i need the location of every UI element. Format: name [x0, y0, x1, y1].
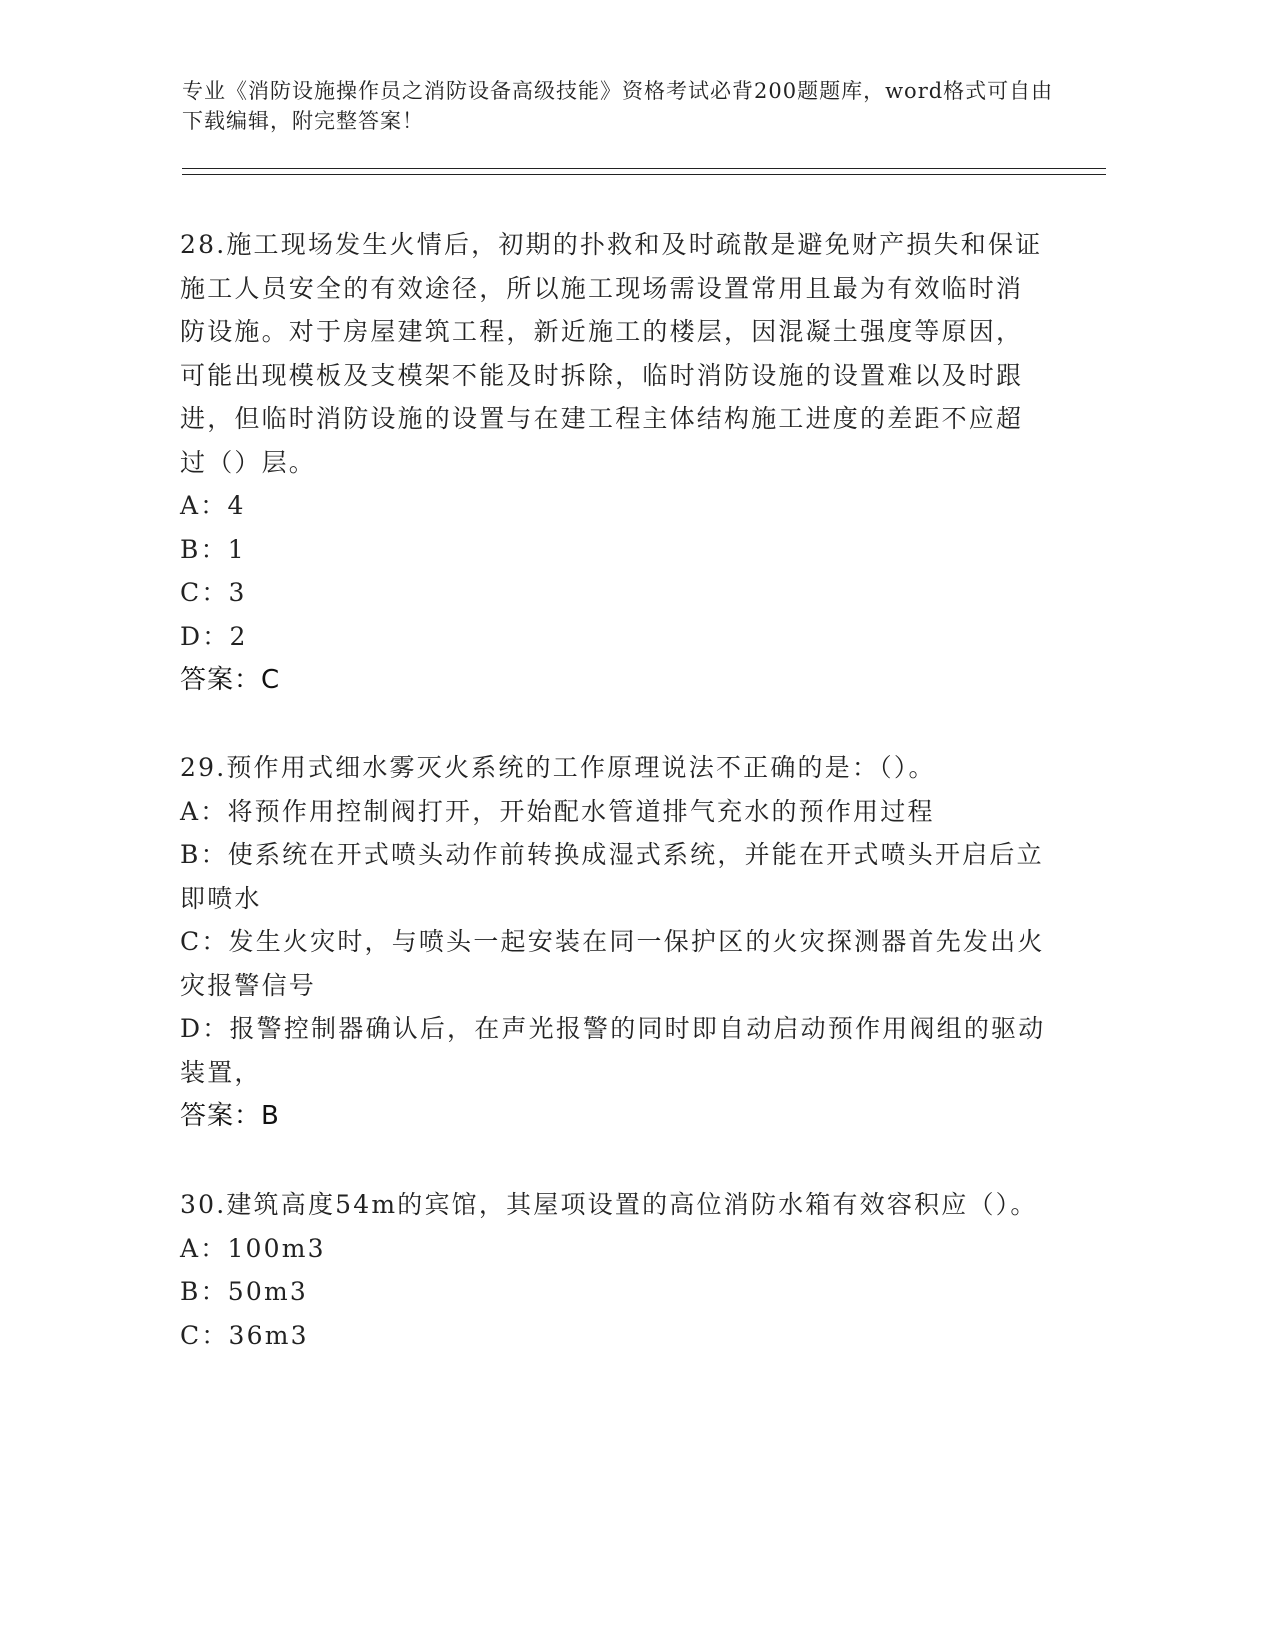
header-divider-bottom [182, 174, 1106, 175]
option-c: C：3 [180, 578, 247, 607]
option-b: B：50m3 [180, 1277, 308, 1306]
option-a: A：100m3 [180, 1233, 326, 1263]
question-stem: 28.施工现场发生火情后，初期的扑救和及时疏散是避免财产损失和保证施工人员安全的有效途径，所以施工现场需设置常用且最为有效临时消防设施。对于房屋建筑工程，新近施工的楼层，因混凝土强度等原因，可能出现模板及支模架不能及时拆除，临时消防设施的设置难以及时跟进，但临时消防设施的设置与在建工程主体结构施工进度的差距不应超过（）层。 [180, 230, 1043, 477]
answer-line: 答案：B [180, 1101, 280, 1131]
question-28 [180, 223, 1050, 702]
answer-line: 答案：C [180, 665, 281, 695]
question-29 [180, 746, 1050, 1138]
header-divider-top [182, 168, 1106, 169]
option-d: D：2 [180, 621, 248, 651]
option-a: A：4 [180, 491, 246, 520]
question-30 [180, 1183, 1050, 1357]
option-b: B：1 [180, 534, 246, 564]
question-stem: 29.预作用式细水雾灭火系统的工作原理说法不正确的是：（）。 [180, 753, 936, 782]
option-b: B：使系统在开式喷头动作前转换成湿式系统，并能在开式喷头开启后立即喷水 [180, 840, 1044, 913]
option-d: D：报警控制器确认后，在声光报警的同时即自动启动预作用阀组的驱动装置， [180, 1014, 1046, 1087]
question-stem: 30.建筑高度54m的宾馆，其屋项设置的高位消防水箱有效容积应（）。 [180, 1190, 1038, 1219]
option-c: C：发生火灾时，与喷头一起安装在同一保护区的火灾探测器首先发出火灾报警信号 [180, 927, 1045, 1000]
document-header: 专业《消防设施操作员之消防设备高级技能》资格考试必背200题题库，word格式可自由下载编辑，附完整答案！ [182, 79, 1054, 133]
option-c: C：36m3 [180, 1320, 309, 1350]
option-a: A：将预作用控制阀打开，开始配水管道排气充水的预作用过程 [180, 796, 935, 826]
